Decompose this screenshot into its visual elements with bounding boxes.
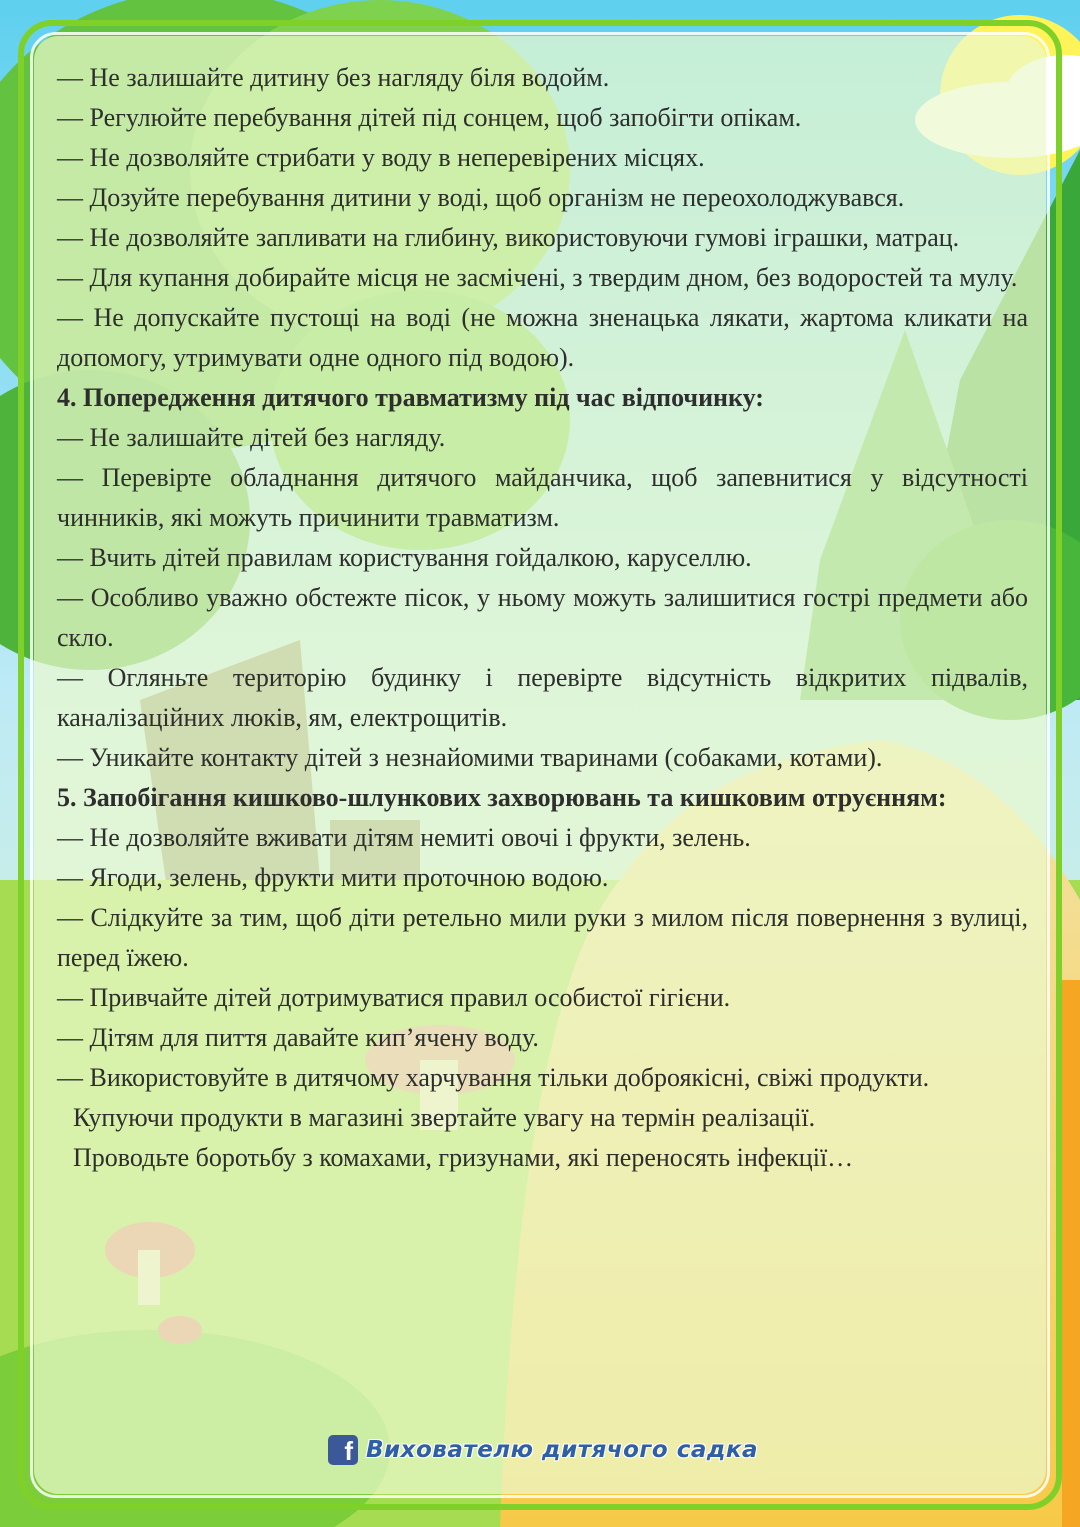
memo-line: — Особливо уважно обстежте пісок, у ньому можуть залишитися гострі предмети або скло.	[57, 583, 1028, 652]
memo-line: — Не дозволяйте стрибати у воду в неперевірених місцях.	[57, 143, 705, 172]
memo-line: — Вчить дітей правилам користування гойдалкою, каруселлю.	[57, 543, 752, 572]
memo-line: — Слідкуйте за тим, щоб діти ретельно мили руки з милом після повернення з вулиці, перед їжею.	[57, 903, 1028, 972]
memo-line: — Не дозволяйте вживати дітям немиті овочі і фрукти, зелень.	[57, 823, 751, 852]
memo-line: — Ягоди, зелень, фрукти мити проточною водою.	[57, 863, 609, 892]
memo-line: — Уникайте контакту дітей з незнайомими тваринами (собаками, котами).	[57, 743, 883, 772]
facebook-icon: f	[328, 1435, 358, 1465]
section-heading: 5. Запобігання кишково-шлункових захворювань та кишковим отруєнням:	[57, 783, 947, 812]
memo-line: — Для купання добирайте місця не засмічені, з твердим дном, без водоростей та мулу.	[57, 263, 1018, 292]
memo-line: Проводьте боротьбу з комахами, гризунами, які переносять інфекції…	[73, 1143, 854, 1172]
memo-line: — Огляньте територію будинку і перевірте відсутність відкритих підвалів, каналізаційних люків, ям, електрощитів.	[57, 663, 1028, 732]
footer-brand	[328, 1432, 758, 1468]
memo-line: — Дозуйте перебування дитини у воді, щоб організм не переохолоджувався.	[57, 183, 905, 212]
memo-line: — Привчайте дітей дотримуватися правил особистої гігієни.	[57, 983, 731, 1012]
memo-line: — Перевірте обладнання дитячого майданчика, щоб запевнитися у відсутності чинників, які можуть причинити травматизм.	[57, 463, 1028, 532]
memo-line: — Не залишайте дітей без нагляду.	[57, 423, 446, 452]
memo-text	[57, 58, 1028, 1178]
memo-line: — Регулюйте перебування дітей під сонцем, щоб запобігти опікам.	[57, 103, 802, 132]
memo-line: — Не допускайте пустощі на воді (не можна зненацька лякати, жартома кликати на допомогу, утримувати одне одного під водою).	[57, 303, 1028, 372]
memo-line: — Використовуйте в дитячому харчування тільки доброякісні, свіжі продукти.	[57, 1063, 930, 1092]
brand-name: Вихователю дитячого садка	[366, 1437, 759, 1463]
memo-line: — Не залишайте дитину без нагляду біля водойм.	[57, 63, 610, 92]
memo-line: — Дітям для пиття давайте кип’ячену воду.	[57, 1023, 539, 1052]
section-heading: 4. Попередження дитячого травматизму під час відпочинку:	[57, 383, 764, 412]
memo-line: Купуючи продукти в магазині звертайте увагу на термін реалізації.	[73, 1103, 816, 1132]
memo-line: — Не дозволяйте запливати на глибину, використовуючи гумові іграшки, матрац.	[57, 223, 960, 252]
